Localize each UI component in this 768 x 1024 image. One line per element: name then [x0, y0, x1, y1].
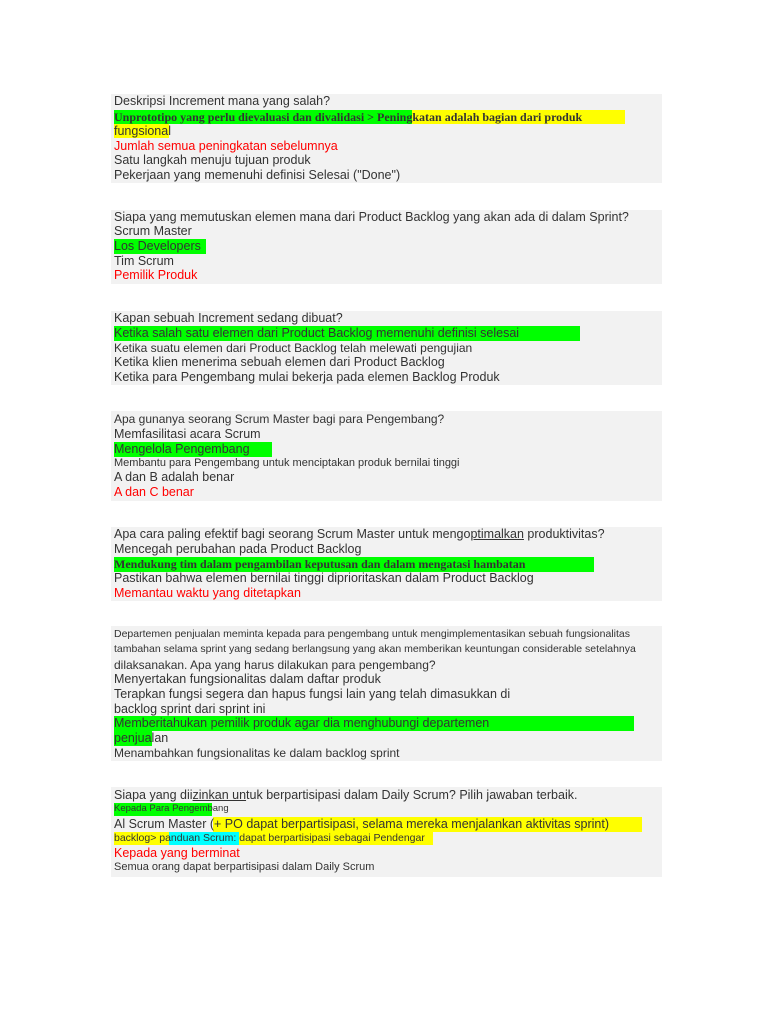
- question-text: dilaksanakan. Apa yang harus dilakukan para pengembang?: [114, 658, 436, 672]
- question-text: Apa gunanya seorang Scrum Master bagi para Pengembang?: [114, 412, 445, 426]
- answer-option: Pastikan bahwa elemen bernilai tinggi diprioritaskan dalam Product Backlog: [114, 571, 534, 585]
- question-block-5: [111, 527, 662, 601]
- question-block-7: [111, 787, 662, 877]
- answer-option: [114, 818, 609, 831]
- question-text: Kapan sebuah Increment sedang dibuat?: [114, 311, 343, 325]
- question-text: [114, 528, 605, 541]
- answer-option: Los Developers: [114, 239, 201, 253]
- question-text: tambahan selama sprint yang sedang berlangsung yang akan memberikan keuntungan considerable setelahnya: [114, 643, 636, 655]
- answer-option: Memfasilitasi acara Scrum: [114, 427, 261, 441]
- answer-option: Mendukung tim dalam pengambilan keputusan dan dalam mengatasi hambatan: [114, 557, 526, 571]
- answer-option: Ketika klien menerima sebuah elemen dari Product Backlog: [114, 355, 445, 369]
- answer-option: A dan B adalah benar: [114, 470, 235, 484]
- question-block-2: [111, 210, 662, 284]
- question-block-1: [111, 94, 662, 183]
- question-text: [114, 789, 577, 802]
- question-text-underlined: zinkan un: [192, 788, 247, 802]
- answer-option: Unprototipo yang perlu dievaluasi dan divalidasi > Peningkatan adalah bagian dari produk: [114, 110, 583, 124]
- question-block-4: [111, 411, 662, 501]
- answer-option-part: : dapat berpartisipasi sebagai Pendengar: [233, 832, 425, 844]
- answer-option: Membantu para Pengembang untuk menciptakan produk bernilai tinggi: [114, 457, 460, 469]
- answer-option: Ketika suatu elemen dari Product Backlog telah melewati pengujian: [114, 341, 473, 355]
- answer-option: Jumlah semua peningkatan sebelumnya: [114, 139, 338, 153]
- question-text-underlined: ptimalkan: [470, 527, 524, 541]
- answer-option: Terapkan fungsi segera dan hapus fungsi lain yang telah dimasukkan di: [114, 687, 511, 701]
- answer-option: Semua orang dapat berpartisipasi dalam Daily Scrum: [114, 861, 375, 873]
- question-text-part: tuk berpartisipasi dalam Daily Scrum? Pilih jawaban terbaik.: [246, 788, 578, 802]
- answer-option-part: anduan Scrum: [165, 832, 234, 844]
- question-text: Siapa yang memutuskan elemen mana dari Product Backlog yang akan ada di dalam Sprint?: [114, 210, 629, 224]
- question-block-6: [111, 626, 662, 761]
- question-text: Deskripsi Increment mana yang salah?: [114, 94, 331, 108]
- answer-option: A dan C benar: [114, 485, 194, 499]
- answer-option: Tim Scrum: [114, 254, 174, 268]
- answer-option-note-continued: [114, 833, 425, 844]
- answer-option-note: (+ PO dapat berpartisipasi, selama mereka menjalankan aktivitas sprint): [209, 817, 609, 831]
- answer-option-continued: backlog sprint dari sprint ini: [114, 702, 266, 716]
- question-text: Departemen penjualan meminta kepada para pengembang untuk mengimplementasikan sebuah fungsionalitas: [114, 628, 631, 640]
- answer-option: Kepada yang berminat: [114, 846, 240, 860]
- answer-option: Kepada Para Pengembang: [114, 803, 229, 814]
- question-block-3: [111, 311, 662, 385]
- question-text-part: produktivitas?: [523, 527, 605, 541]
- answer-option-part: backlog> p: [114, 832, 166, 844]
- answer-option: Mengelola Pengembang: [114, 442, 250, 456]
- answer-option: Ketika salah satu elemen dari Product Backlog memenuhi definisi selesai: [114, 326, 520, 340]
- answer-option: Mencegah perubahan pada Product Backlog: [114, 542, 362, 556]
- question-text-part: Siapa yang dii: [114, 788, 193, 802]
- answer-option: Pekerjaan yang memenuhi definisi Selesai ("Done"): [114, 168, 401, 182]
- answer-option-continued: fungsional: [114, 124, 171, 138]
- answer-option: Menyertakan fungsionalitas dalam daftar produk: [114, 672, 381, 686]
- answer-option: Scrum Master: [114, 224, 192, 238]
- answer-option-part: Al Scrum Master: [114, 817, 210, 831]
- answer-option: Memberitahukan pemilik produk agar dia menghubungi departemen: [114, 716, 490, 730]
- answer-option: Menambahkan fungsionalitas ke dalam backlog sprint: [114, 746, 400, 760]
- question-text-part: Apa cara paling efektif bagi seorang Scrum Master untuk mengo: [114, 527, 471, 541]
- answer-option: Satu langkah menuju tujuan produk: [114, 153, 311, 167]
- answer-option: Ketika para Pengembang mulai bekerja pada elemen Backlog Produk: [114, 370, 500, 384]
- answer-option: Memantau waktu yang ditetapkan: [114, 586, 301, 600]
- answer-option-continued: penjualan: [114, 731, 169, 745]
- answer-option: Pemilik Produk: [114, 268, 198, 282]
